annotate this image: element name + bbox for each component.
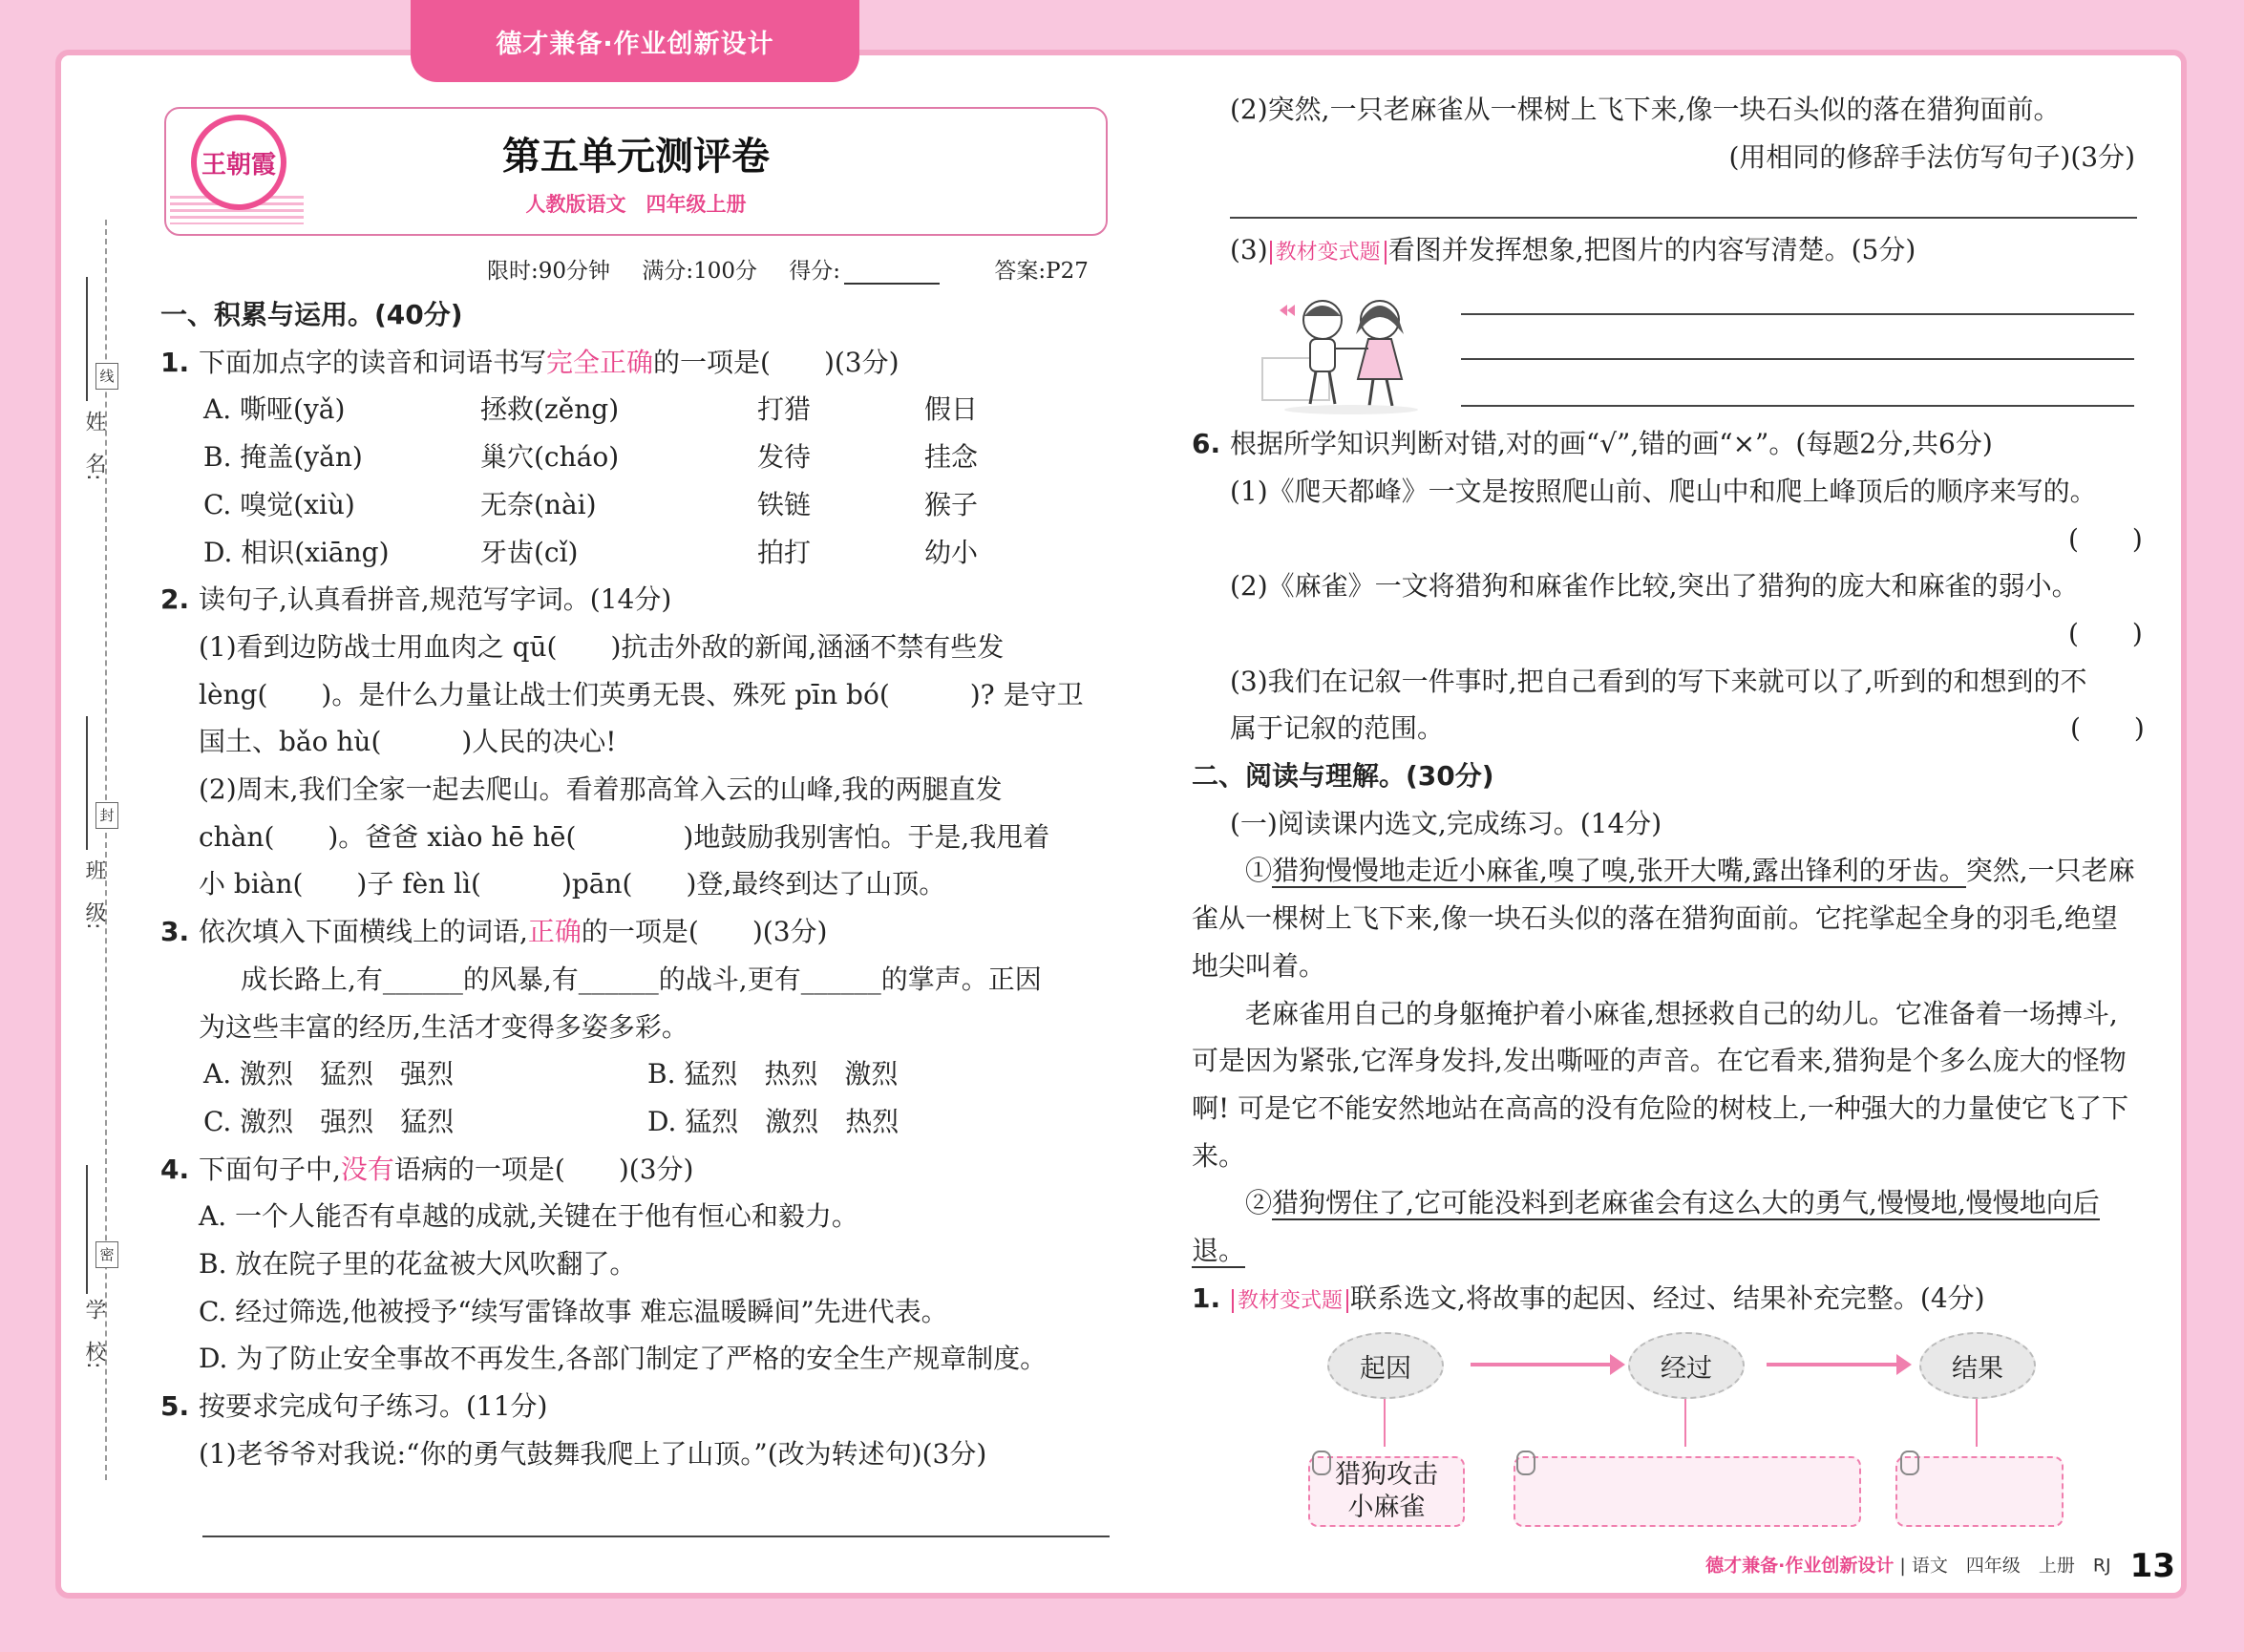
q2-line-2: lèng( )。是什么力量让战士们英勇无畏、殊死 pīn bó( )? 是守卫 bbox=[199, 678, 1084, 710]
q5-sub3-pre: (3) bbox=[1230, 234, 1268, 266]
q6-text: 根据所学知识判断对错,对的画“√”,错的画“×”。(每题2分,共6分) bbox=[1230, 428, 1993, 460]
q1-pre: 下面加点字的读音和词语书写 bbox=[199, 346, 547, 378]
flow-result-label: 结果 bbox=[1952, 1353, 2003, 1384]
q3-post: 的一项是( )(3分) bbox=[581, 916, 828, 948]
q2 bbox=[160, 576, 1115, 624]
q6-item-2-answer[interactable]: ( ) bbox=[2068, 617, 2143, 649]
brand-logo bbox=[191, 115, 286, 210]
boy-body bbox=[1310, 339, 1335, 371]
school-label: 学 校: bbox=[82, 1299, 106, 1369]
textbook-variant-tag: 教材变式题 bbox=[1270, 241, 1387, 265]
q4-opt-c[interactable]: C. 经过筛选,他被授予“续写雷锋故事 难忘温暖瞬间”先进代表。 bbox=[199, 1295, 948, 1327]
passage-para-2: 老麻雀用自己的身躯掩护着小麻雀,想拯救自己的幼儿。它准备着一场搏斗,可是因为紧张,它浑身发抖,发出嘶哑的声音。在它看来,猎狗是个多么庞大的怪物啊! 可是它不能安然地站在高高的没有危险的树枝上,一种强大的力量使它飞了下来。 bbox=[1192, 997, 2129, 1172]
flow-node-cause bbox=[1327, 1332, 1444, 1399]
left-column bbox=[160, 253, 1115, 1478]
logo-text: 王朝霞 bbox=[201, 150, 276, 180]
q1-opt-d4: 幼小 bbox=[924, 536, 979, 568]
binding-mark-secret: 密 bbox=[95, 1241, 118, 1268]
rq1-text: 联系选文,将故事的起因、经过、结果补充完整。(4分) bbox=[1350, 1281, 1985, 1314]
cause-box: 猎狗攻击 小麻雀 bbox=[1308, 1456, 1465, 1527]
q6-item-3-answer[interactable]: ( ) bbox=[2070, 712, 2145, 745]
q5-text: 按要求完成句子练习。(11分) bbox=[199, 1390, 548, 1423]
flow-arrow-1 bbox=[1471, 1363, 1614, 1366]
q1-opt-d1[interactable]: D. 相识(xiāng) bbox=[203, 536, 390, 568]
footer-brand: 德才兼备·作业创新设计 bbox=[1705, 1555, 1895, 1577]
page-footer bbox=[1705, 1547, 2175, 1585]
butterfly bbox=[1280, 305, 1295, 316]
para1-rest: 突然,一只老麻雀从一棵树上飞下来,像一块石头似的落在猎狗面前。它挓挲起全身的羽毛,绝望地尖叫着。 bbox=[1192, 855, 2135, 982]
binding-dashed-line bbox=[105, 220, 107, 1480]
passage-para-3 bbox=[1192, 1179, 2137, 1274]
q3-options bbox=[160, 1050, 1115, 1145]
class-line bbox=[86, 716, 88, 850]
q5-number: 5. bbox=[160, 1390, 190, 1423]
binding-strip bbox=[67, 220, 134, 1480]
q1-opt-a4: 假日 bbox=[924, 393, 979, 426]
process-answer-box[interactable] bbox=[1514, 1456, 1861, 1527]
q1-opt-b4: 挂念 bbox=[924, 441, 979, 474]
q1-opt-a2: 拯救(zěng) bbox=[480, 393, 620, 426]
q4-post: 语病的一项是( )(3分) bbox=[393, 1153, 694, 1185]
q1-opt-a1[interactable]: A. 嘶哑(yǎ) bbox=[203, 393, 346, 426]
q3-emphasis: 正确 bbox=[527, 916, 582, 948]
q5-sub2: (2)突然,一只老麻雀从一棵树上飞下来,像一块石头似的落在猎狗面前。 bbox=[1230, 94, 2061, 125]
q4-emphasis: 没有 bbox=[340, 1153, 394, 1185]
ground-shadow bbox=[1284, 405, 1418, 414]
boy-leg bbox=[1310, 371, 1316, 404]
paperclip-icon bbox=[1312, 1451, 1331, 1475]
rq1 bbox=[1192, 1275, 2137, 1325]
q1-post: 的一项是( )(3分) bbox=[653, 346, 900, 378]
q1-opt-c4: 猴子 bbox=[924, 488, 979, 520]
q4 bbox=[160, 1146, 1115, 1194]
q1-options bbox=[160, 386, 1115, 576]
rq1-number: 1. bbox=[1192, 1281, 1221, 1314]
q4-opt-a[interactable]: A. 一个人能否有卓越的成就,关键在于他有恒心和毅力。 bbox=[199, 1200, 858, 1233]
q1-number: 1. bbox=[160, 346, 190, 378]
q2-text: 读句子,认真看拼音,规范写字词。(14分) bbox=[199, 583, 672, 616]
q1-emphasis: 完全正确 bbox=[546, 346, 654, 378]
q3-opt-d[interactable]: D. 猛烈 激烈 热烈 bbox=[647, 1105, 900, 1137]
flow-stem-3 bbox=[1976, 1399, 1978, 1447]
q3-passage-1: 成长路上,有______的风暴,有______的战斗,更有______的掌声。正因 bbox=[241, 963, 1042, 995]
q4-opt-d[interactable]: D. 为了防止安全事故不再发生,各部门制定了严格的安全生产规章制度。 bbox=[199, 1343, 1048, 1375]
time-limit: 限时:90分钟 bbox=[487, 259, 611, 284]
q1 bbox=[160, 339, 1115, 387]
q3-number: 3. bbox=[160, 916, 190, 948]
q3 bbox=[160, 908, 1115, 956]
reading-sub-section: (一)阅读课内选文,完成练习。(14分) bbox=[1230, 807, 1662, 839]
q4-pre: 下面句子中, bbox=[199, 1153, 341, 1185]
result-answer-box[interactable] bbox=[1895, 1456, 2064, 1527]
flow-node-result bbox=[1919, 1332, 2036, 1399]
q6-item-3b: 属于记叙的范围。 bbox=[1230, 712, 1445, 745]
answer-line-2[interactable] bbox=[1461, 358, 2134, 360]
para1-marker: ① bbox=[1245, 855, 1273, 887]
q5 bbox=[160, 1383, 1115, 1430]
q1-opt-b3: 发待 bbox=[757, 441, 812, 474]
school-line bbox=[86, 1165, 88, 1294]
q5-sub3-text: 看图并发挥想象,把图片的内容写清楚。(5分) bbox=[1387, 234, 1916, 266]
q2-number: 2. bbox=[160, 583, 190, 616]
header-tab: 德才兼备·作业创新设计 bbox=[411, 0, 859, 82]
para3-marker: ② bbox=[1245, 1187, 1273, 1219]
para1-underlined: 猎狗慢慢地走近小麻雀,嗅了嗅,张开大嘴,露出锋利的牙齿。 bbox=[1272, 855, 1966, 887]
q2-line-3: 国土、bǎo hù( )人民的决心! bbox=[199, 726, 617, 758]
footer-info: | 语文 四年级 上册 RJ bbox=[1899, 1555, 2111, 1577]
q6-item-3a: (3)我们在记叙一件事时,把自己看到的写下来就可以了,听到的和想到的不 bbox=[1230, 665, 2087, 697]
q3-pre: 依次填入下面横线上的词语, bbox=[199, 916, 528, 948]
answer-line-3[interactable] bbox=[1461, 405, 2134, 407]
flow-cause-label: 起因 bbox=[1360, 1353, 1411, 1384]
answer-ref: 答案:P27 bbox=[994, 259, 1089, 284]
q3-opt-c[interactable]: C. 激烈 强烈 猛烈 bbox=[203, 1105, 455, 1137]
q2-line-4: (2)周末,我们全家一起去爬山。看着那高耸入云的山峰,我的两腿直发 bbox=[199, 773, 1003, 806]
q5-sub1: (1)老爷爷对我说:“你的勇气鼓舞我爬上了山顶。”(改为转述句)(3分) bbox=[199, 1437, 987, 1470]
q5-sub3 bbox=[1192, 226, 2137, 277]
flow-stem-2 bbox=[1684, 1399, 1686, 1447]
story-flow-diagram bbox=[1299, 1332, 2158, 1552]
q6-number: 6. bbox=[1192, 428, 1221, 460]
section-1-heading: 一、积累与运用。(40分) bbox=[160, 299, 463, 330]
para3-underlined: 猎狗愣住了,它可能没料到老麻雀会有这么大的勇气,慢慢地,慢慢地向后退。 bbox=[1192, 1187, 2100, 1267]
page-subtitle: 人教版语文 四年级上册 bbox=[525, 193, 747, 216]
full-score: 满分:100分 bbox=[642, 259, 757, 284]
girl-dress bbox=[1358, 339, 1402, 379]
q1-opt-c2: 无奈(nài) bbox=[480, 488, 597, 520]
flow-process-label: 经过 bbox=[1661, 1353, 1712, 1384]
q1-opt-b1[interactable]: B. 掩盖(yǎn) bbox=[203, 441, 363, 474]
q6-item-1-answer[interactable]: ( ) bbox=[2068, 522, 2143, 555]
q6-item-1: (1)《爬天都峰》一文是按照爬山前、爬山中和爬上峰顶后的顺序来写的。 bbox=[1230, 475, 2097, 507]
class-label: 班 级: bbox=[82, 859, 106, 930]
q1-opt-b2: 巢穴(cháo) bbox=[480, 441, 620, 474]
q3-opt-b[interactable]: B. 猛烈 热烈 激烈 bbox=[647, 1058, 899, 1091]
passage-para-1 bbox=[1192, 847, 2137, 989]
name-line bbox=[86, 277, 88, 401]
rq1-tag: 教材变式题 bbox=[1232, 1289, 1348, 1313]
q1-opt-c1[interactable]: C. 嗅觉(xiù) bbox=[203, 488, 355, 520]
q3-opt-a[interactable]: A. 激烈 猛烈 强烈 bbox=[203, 1058, 455, 1091]
girl-leg bbox=[1369, 379, 1373, 406]
q6 bbox=[1192, 420, 2137, 468]
q5-1-answer-line[interactable] bbox=[202, 1536, 1110, 1537]
q2-line-6: 小 biàn( )子 fèn lì( )pān( )登,最终到达了山顶。 bbox=[199, 868, 946, 900]
flow-arrow-2 bbox=[1767, 1363, 1900, 1366]
score-label: 得分: bbox=[789, 259, 841, 284]
page-number: 13 bbox=[2129, 1547, 2175, 1585]
q1-opt-a3: 打猎 bbox=[757, 393, 812, 426]
q2-line-1: (1)看到边防战士用血肉之 qū( )抗击外敌的新闻,涵涵不禁有些发 bbox=[199, 630, 1005, 663]
children-picture bbox=[1260, 291, 1432, 415]
page-title: 第五单元测评卷 bbox=[502, 135, 770, 179]
flow-stem-1 bbox=[1384, 1399, 1386, 1447]
q1-opt-c3: 铁链 bbox=[757, 488, 812, 520]
paperclip-icon bbox=[1516, 1451, 1535, 1475]
title-box bbox=[164, 107, 1108, 236]
q5-2-answer-line[interactable] bbox=[1230, 180, 2137, 219]
q4-number: 4. bbox=[160, 1153, 190, 1185]
q5-sub2-requirement: (用相同的修辞手法仿写句子)(3分) bbox=[1728, 140, 2135, 173]
right-column bbox=[1192, 86, 2145, 1324]
q3-passage-2: 为这些丰富的经历,生活才变得多姿多彩。 bbox=[199, 1010, 688, 1043]
q6-item-2: (2)《麻雀》一文将猎狗和麻雀作比较,突出了猎狗的庞大和麻雀的弱小。 bbox=[1230, 570, 2079, 603]
girl-leg bbox=[1387, 379, 1392, 406]
q1-opt-d2: 牙齿(cǐ) bbox=[480, 536, 579, 568]
answer-line-1[interactable] bbox=[1461, 313, 2134, 315]
binding-mark-seal: 封 bbox=[95, 802, 118, 829]
q4-opt-b[interactable]: B. 放在院子里的花盆被大风吹翻了。 bbox=[199, 1248, 637, 1281]
name-label: 姓 名: bbox=[82, 411, 106, 481]
flow-node-process bbox=[1628, 1332, 1745, 1399]
section-2-heading: 二、阅读与理解。(30分) bbox=[1192, 760, 1494, 793]
binding-mark-line: 线 bbox=[95, 363, 118, 390]
q2-line-5: chàn( )。爸爸 xiào hē hē( )地鼓励我别害怕。于是,我甩着 bbox=[199, 820, 1050, 853]
q1-opt-d3: 拍打 bbox=[757, 536, 812, 568]
paperclip-icon bbox=[1900, 1451, 1919, 1475]
